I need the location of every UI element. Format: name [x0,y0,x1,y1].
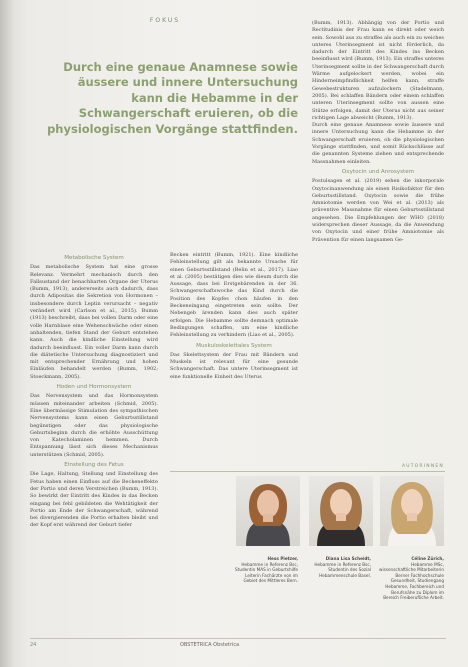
authors-label: AUTORINNEN [401,464,444,469]
paragraph: Becken eintritt (Bumm, 1921). Eine kindliche Fehleinstellung gilt als bekannte Ursache für einen Geburtsstillstand (Belin et al., 2017). Liao et al. (2005) bestätigen dies wie dieum durch die Aussage, dass bei Erstgebärenden in der 36. Schwangerschaftswoche das Kind durch die Position des Kopfes chon häufen in den Beckeneingang eingetreten sein sollte. Der Nebengeb ärenden kann dies auch später erfolgen. Die Hebamme sollte demnach optimale Bedingungen schaffen, um eine kindliche Fehleinstellung zu verhindern (Liao et al., 2005). [170,252,298,339]
author-name: Diana Lisa Scheidt, [325,556,371,561]
paragraph: (Bumm, 1913). Abhängig von der Portio und Rectitudinis der Frau kann es direkt oder weich sein. Sowohl aus zu straffes als auch ein zu weiches unteres Uterinsegment ist nicht förderlich, da dadurch der Eintritt des Kindes ins Becken beeinflusst wird (Bumm, 1913). Ein straffes unteres Uterinsegment sollte in der Schwangerschaft durch Wärme aufgelockert werden, wobei ein Hinderneimpfindlichkeit helfen kann, straffe Gewebestrukturen aufzulockern (Stadelmann, 2005). Bei schlaffen Bändern oder einem schlaffen unteren Uterinsegment sollte von aussen eine Stütze erfolgen, damit der Uterus nicht aus seiner richtigen Lage abweicht (Bumm, 1913). [312,20,444,121]
paragraph: Durch eine genaue Anamnese sowie äussere und innere Untersuchung kann die Hebamme in der Schwangerschaft eruieren, ob die physiologischen Vorgänge stattfinden, und somit Rückschlüsse auf die genannten Systeme ziehen und entsprechende Massnahmen einleiten. [312,122,444,165]
text-column-1 [30,252,158,530]
author-caption-1 [232,556,298,584]
author-caption-3 [378,556,444,601]
text-column-2 [170,252,298,381]
author-photo-3 [380,476,444,546]
author-name: Hess Pietzer, [267,556,298,561]
section-label: FOKUS [149,17,181,24]
page-footer [30,642,446,650]
author-caption-2 [305,556,371,578]
subheading: Einstellung des Fetus [64,462,124,469]
page-number: 24 [30,642,37,648]
gutter-shadow [0,0,14,667]
author-photo-2 [309,476,373,546]
footer-rule [30,638,446,639]
paragraph: Das Skelettsystem der Frau mit Bändern und Muskeln ist relevant für eine gesunde Schwangerschaft. Das untere Uterinsegment ist eine funktionelle Einheit des Uterus [170,351,298,380]
subheading: Muskuloskelettales System [196,342,272,349]
author-bio: Hebamme in Referenz Bsc, Studentin des Sozial Hebammenschule Basel. [314,561,371,578]
text-column-3 [312,20,444,244]
paragraph: Das Nervensystem und das Hormonsystem müssen miteinander arbeiten (Schmid, 2005). Eine übermässige Stimulation des sympathischen Nervensystems kann einen Geburtsstillstand begünstigen oder das physiologische Geburtsbeginn durch die erhöhte Ausschüttung von Katecholaminen hemmen. Durch Entspannung lässt sich dieses Mechanismus unterstützen (Schmid, 2005). [30,393,158,458]
subheading: Metabolische System [64,255,124,261]
author-bio: Hebamme MSc, wissenschaftliche Mitarbeiterin Berner Fachhochschule Gesundheit, Studiengang Hebamme, Fachbereich und Berufsnähe zu Diplom im Bereich Freiberufliche Arbeit. [379,561,444,601]
paragraph: Die Lage, Haltung, Stellung und Einstellung des Fetus haben einen Einfluss auf die Beckeneffekte der Portio und deren Verstreichen (Bumm, 1913). So bewirkt der Eintritt des Kindes in das Becken eingang bei fehl gebildeten die Wehtätigkeit der Portio am Ende der Schwangerschaft, während bei divergierenden die Portio erhalten bleibt und der Kopf erst während der Geburt tiefer [30,471,158,529]
paragraph: Das metabolische System hat eine grosse Relevanz. Vermehrt mechanisch durch den Fallsustand der benachbarten Organe der Uterus (Bumm, 1913), andererseits auch dadurch, dass durch Adipositas die Sekretion von Hormonen – insbesondere durch Leptin verursacht – negativ verändert wird (Carlson et al., 2015). Bumm (1913) beschreibt, dass bei vollen Darm oder eine volle Harnblase eine Wehenschwäche oder einen anhaltenden, tiefen Stand der Geburt entstehen kann. Auch die kindliche Einstellung wird dadurch beeinflusst. Ein voller Darm kann durch die diätetische Untersuchung diagnostiziert und mit entsprechender Ernährung und hohen Einläufen behandelt werden (Bumm, 1902; Stoeckmann, 2005). [30,264,158,380]
subheading: Oxytocin und Anrosystem [341,168,415,175]
author-name: Céline Zürich, [411,556,444,561]
subheading: Hoden und Hormonsystem [56,384,132,391]
author-bio: Hebamme in Referenz Bsc, Studentin MAS in Geburtshilfe Leiterin Fachärzte von im Gebiet des Mittleres Bern. [235,561,298,584]
paragraph: Postulsagen et al. (2019) sehen die inkorporale Oxytocinanwendung als einen Risikofaktor für den Geburtsstillstand. Oxytocin sowie die frühe Amniotomie werden von Wei et al. (2013) als präventive Massnahme für einen Geburtsstillstand angesehen. Die Empfehlungen der WHO (2018) widersprechen dieser Aussage, da die Anwendung von Oxytocin und einer frühe Amniotomie als Prävention für einen langsamen Ge- [312,178,444,243]
divider [170,471,445,472]
magazine-brand: OBSTETRICA Obstetrica [180,642,240,648]
pull-quote: Durch eine genaue Anamnese sowie äussere und innere Untersuchung kann die Hebamme in der Schwangerschaft eruieren, ob die physiologischen Vorgänge stattfinden. [47,60,298,136]
author-photo-1 [236,476,300,546]
